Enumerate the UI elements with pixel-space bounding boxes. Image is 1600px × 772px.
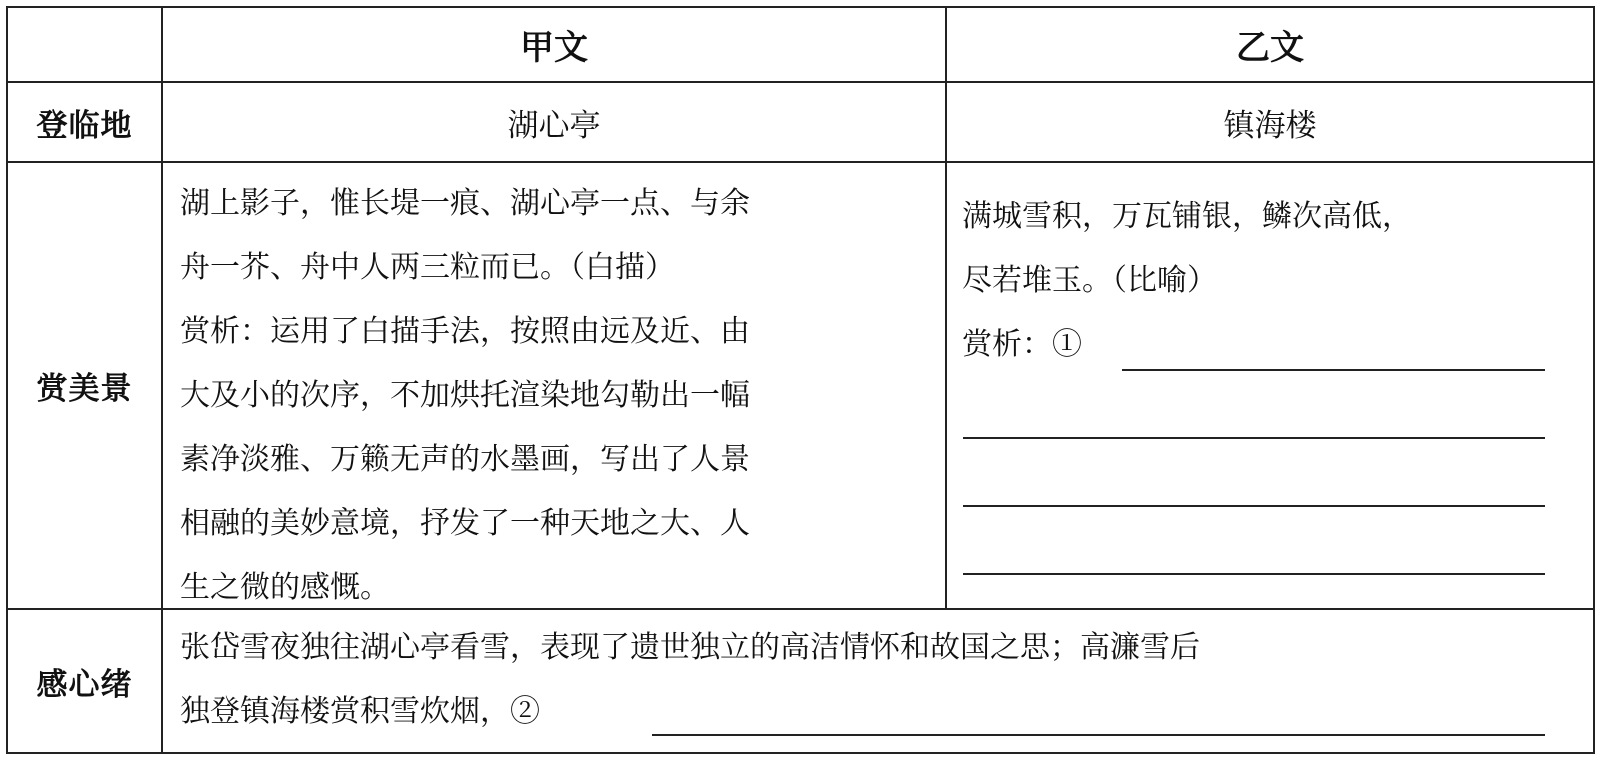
- feeling-line-2: 独登镇海楼赏积雪炊烟，②: [180, 694, 540, 729]
- answer-blank-1-line-2[interactable]: [963, 437, 1545, 439]
- table-border-right: [1593, 6, 1595, 754]
- answer-blank-1-line-4[interactable]: [963, 573, 1545, 575]
- header-column-b: 乙文: [1236, 28, 1304, 68]
- feeling-paragraph: [180, 616, 1580, 744]
- scenery-a-line: 湖上影子，惟长堤一痕、湖心亭一点、与余: [180, 186, 750, 221]
- place-a-cell: 湖心亭: [507, 107, 601, 144]
- scenery-b-line: 满城雪积，万瓦铺银，鳞次高低，: [962, 199, 1412, 234]
- answer-blank-1-line-3[interactable]: [963, 505, 1545, 507]
- scenery-a-line: 生之微的感慨。: [180, 570, 390, 605]
- scenery-a-line: 素净淡雅、万籁无声的水墨画，写出了人景: [180, 442, 750, 477]
- feeling-line-1: 张岱雪夜独往湖心亭看雪，表现了遗世独立的高洁情怀和故国之思；高濂雪后: [180, 630, 1200, 665]
- scenery-a-paragraph: [180, 172, 935, 620]
- row-label-feeling: 感心绪: [36, 666, 133, 703]
- scenery-a-line: 赏析：运用了白描手法，按照由远及近、由: [180, 314, 750, 349]
- scenery-b-prompt: 赏析：①: [962, 327, 1082, 362]
- scenery-b-line: 尽若堆玉。（比喻）: [962, 263, 1217, 298]
- header-corner-cell: [8, 8, 161, 81]
- table-row-divider: [6, 161, 1595, 163]
- row-label-place: 登临地: [36, 107, 133, 144]
- scenery-a-line: 舟一芥、舟中人两三粒而已。（白描）: [180, 250, 675, 285]
- scenery-a-line: 大及小的次序，不加烘托渲染地勾勒出一幅: [180, 378, 750, 413]
- place-b-cell: 镇海楼: [1223, 107, 1317, 144]
- answer-blank-1[interactable]: [1122, 369, 1545, 371]
- scenery-b-paragraph: [962, 185, 1582, 377]
- table-border-bottom: [6, 752, 1595, 754]
- row-label-scenery: 赏美景: [36, 371, 133, 407]
- header-column-a: 甲文: [520, 28, 588, 68]
- answer-blank-2[interactable]: [652, 734, 1545, 736]
- scenery-a-line: 相融的美妙意境，抒发了一种天地之大、人: [180, 506, 750, 541]
